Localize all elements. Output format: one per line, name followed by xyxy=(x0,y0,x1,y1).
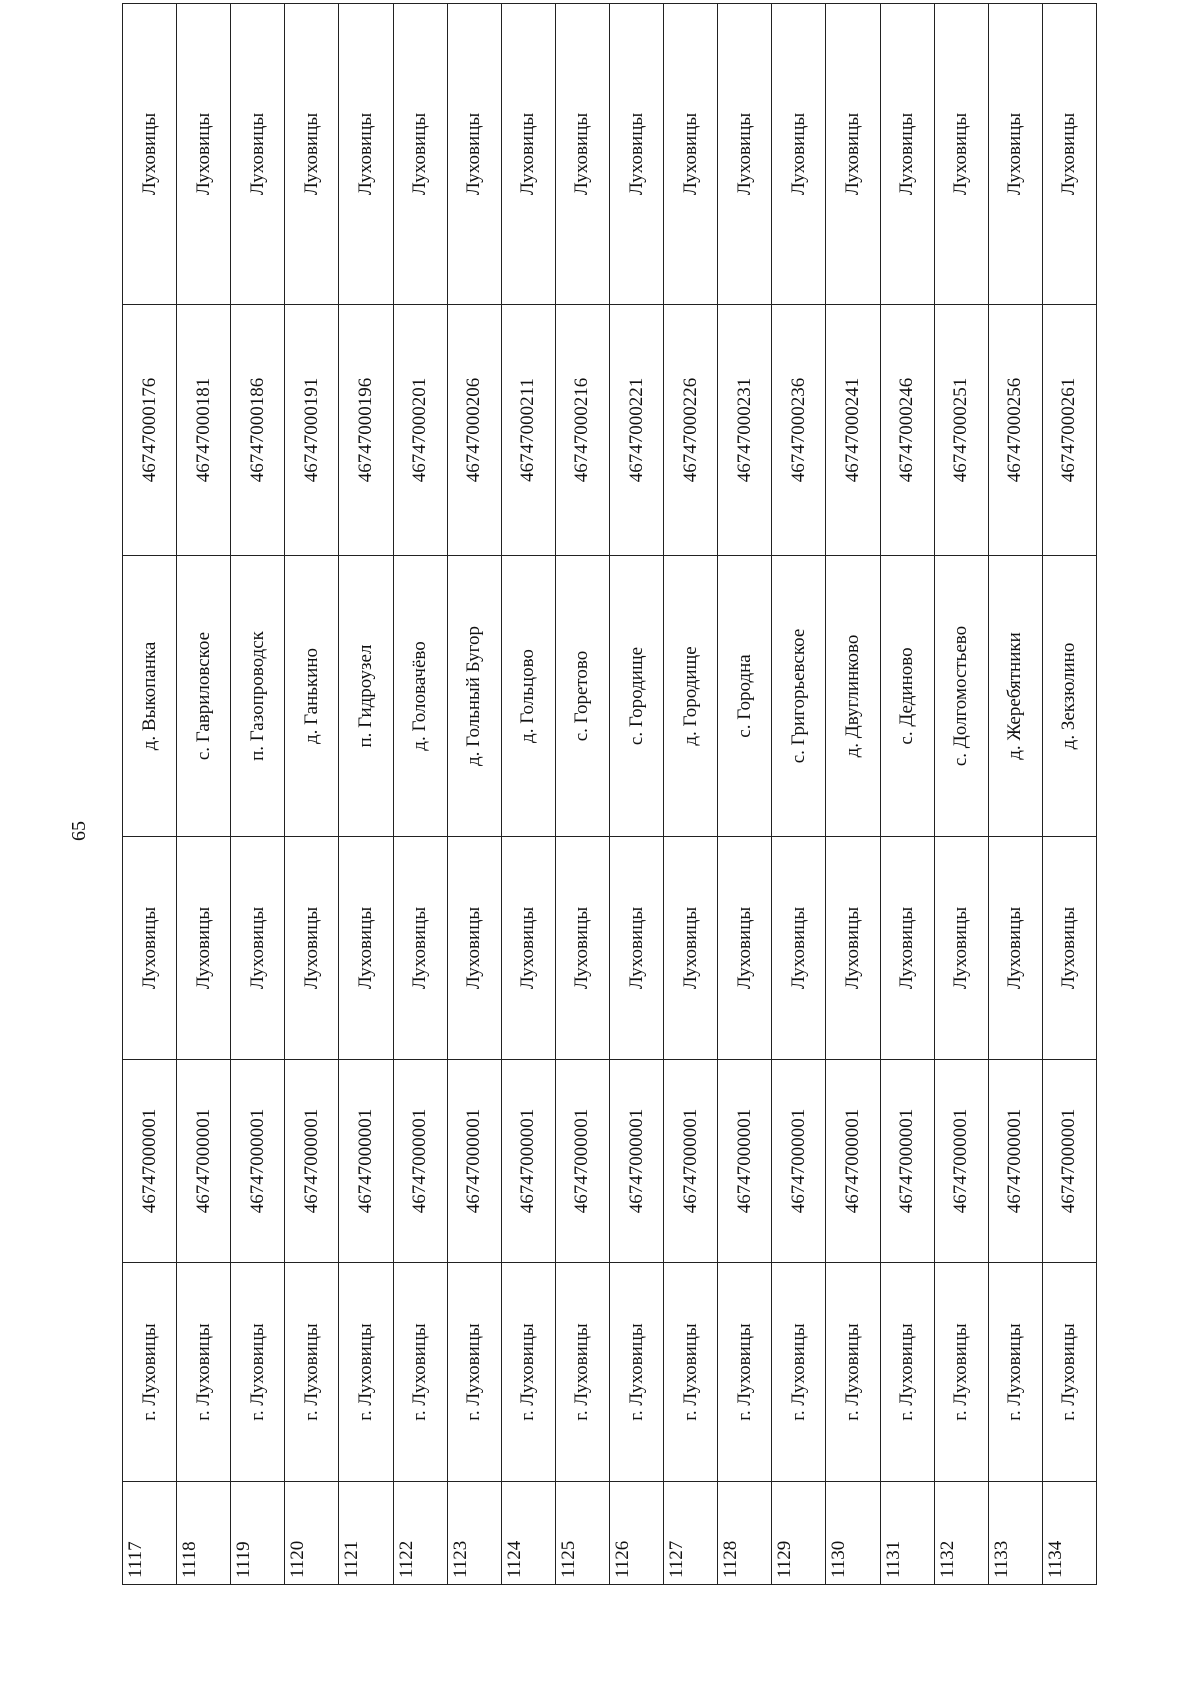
city-oktmo-cell: 46747000001 xyxy=(772,1060,826,1263)
table-row xyxy=(285,4,339,1585)
settlement-oktmo-cell: 46747000256 xyxy=(988,305,1042,556)
city-area-cell: Луховицы xyxy=(285,837,339,1060)
city-oktmo-cell: 46747000001 xyxy=(123,1060,177,1263)
row-number-cell: 1120 xyxy=(285,1482,339,1585)
settlement-cell: д. Головачёво xyxy=(393,556,447,837)
city-oktmo-cell: 46747000001 xyxy=(718,1060,772,1263)
row-number-cell: 1134 xyxy=(1042,1482,1096,1585)
settlement-oktmo-cell: 46747000216 xyxy=(555,305,609,556)
row-number-cell: 1128 xyxy=(718,1482,772,1585)
settlement-area-cell: Луховицы xyxy=(664,4,718,305)
row-number-cell: 1119 xyxy=(231,1482,285,1585)
row-number-cell: 1118 xyxy=(177,1482,231,1585)
city-area-cell: Луховицы xyxy=(988,837,1042,1060)
city-cell: г. Луховицы xyxy=(393,1263,447,1482)
table-row xyxy=(339,4,393,1585)
city-area-cell: Луховицы xyxy=(501,837,555,1060)
city-area-cell: Луховицы xyxy=(826,837,880,1060)
settlement-area-cell: Луховицы xyxy=(988,4,1042,305)
row-number-cell: 1131 xyxy=(880,1482,934,1585)
city-area-cell: Луховицы xyxy=(555,837,609,1060)
settlement-cell: с. Горетово xyxy=(555,556,609,837)
table-row xyxy=(826,4,880,1585)
page-number: 65 xyxy=(68,821,90,841)
city-cell: г. Луховицы xyxy=(718,1263,772,1482)
city-cell: г. Луховицы xyxy=(501,1263,555,1482)
table-row xyxy=(501,4,555,1585)
settlement-oktmo-cell: 46747000176 xyxy=(123,305,177,556)
settlement-area-cell: Луховицы xyxy=(447,4,501,305)
city-cell: г. Луховицы xyxy=(339,1263,393,1482)
settlement-cell: д. Гольцово xyxy=(501,556,555,837)
city-area-cell: Луховицы xyxy=(718,837,772,1060)
city-cell: г. Луховицы xyxy=(285,1263,339,1482)
settlement-oktmo-cell: 46747000226 xyxy=(664,305,718,556)
rotated-table-frame xyxy=(122,95,1097,1585)
settlement-oktmo-cell: 46747000186 xyxy=(231,305,285,556)
row-number-cell: 1130 xyxy=(826,1482,880,1585)
table-row xyxy=(664,4,718,1585)
settlement-oktmo-cell: 46747000201 xyxy=(393,305,447,556)
row-number-cell: 1117 xyxy=(123,1482,177,1585)
settlement-cell: п. Газопроводск xyxy=(231,556,285,837)
settlement-oktmo-cell: 46747000181 xyxy=(177,305,231,556)
settlement-cell: д. Зекзюлино xyxy=(1042,556,1096,837)
settlement-cell: д. Выкопанка xyxy=(123,556,177,837)
document-table-container xyxy=(122,95,1097,1585)
city-oktmo-cell: 46747000001 xyxy=(609,1060,663,1263)
city-oktmo-cell: 46747000001 xyxy=(231,1060,285,1263)
city-oktmo-cell: 46747000001 xyxy=(285,1060,339,1263)
city-cell: г. Луховицы xyxy=(555,1263,609,1482)
settlement-oktmo-cell: 46747000191 xyxy=(285,305,339,556)
city-oktmo-cell: 46747000001 xyxy=(934,1060,988,1263)
settlement-oktmo-cell: 46747000251 xyxy=(934,305,988,556)
table-row xyxy=(1042,4,1096,1585)
settlement-cell: д. Двуглинково xyxy=(826,556,880,837)
settlement-oktmo-cell: 46747000241 xyxy=(826,305,880,556)
city-oktmo-cell: 46747000001 xyxy=(447,1060,501,1263)
city-oktmo-cell: 46747000001 xyxy=(664,1060,718,1263)
row-number-cell: 1121 xyxy=(339,1482,393,1585)
table-row xyxy=(988,4,1042,1585)
city-area-cell: Луховицы xyxy=(447,837,501,1060)
settlement-area-cell: Луховицы xyxy=(393,4,447,305)
settlement-cell: д. Ганькино xyxy=(285,556,339,837)
row-number-cell: 1132 xyxy=(934,1482,988,1585)
city-cell: г. Луховицы xyxy=(880,1263,934,1482)
city-oktmo-cell: 46747000001 xyxy=(393,1060,447,1263)
row-number-cell: 1124 xyxy=(501,1482,555,1585)
settlement-area-cell: Луховицы xyxy=(772,4,826,305)
table-row xyxy=(555,4,609,1585)
settlement-cell: с. Городище xyxy=(609,556,663,837)
table-row xyxy=(718,4,772,1585)
settlement-oktmo-cell: 46747000211 xyxy=(501,305,555,556)
table-row xyxy=(393,4,447,1585)
city-oktmo-cell: 46747000001 xyxy=(988,1060,1042,1263)
table-row xyxy=(880,4,934,1585)
row-number-cell: 1133 xyxy=(988,1482,1042,1585)
city-oktmo-cell: 46747000001 xyxy=(826,1060,880,1263)
settlement-oktmo-cell: 46747000206 xyxy=(447,305,501,556)
settlement-area-cell: Луховицы xyxy=(231,4,285,305)
city-area-cell: Луховицы xyxy=(664,837,718,1060)
settlement-cell: с. Гавриловское xyxy=(177,556,231,837)
city-area-cell: Луховицы xyxy=(231,837,285,1060)
settlement-area-cell: Луховицы xyxy=(934,4,988,305)
row-number-cell: 1125 xyxy=(555,1482,609,1585)
settlement-area-cell: Луховицы xyxy=(609,4,663,305)
city-cell: г. Луховицы xyxy=(934,1263,988,1482)
city-oktmo-cell: 46747000001 xyxy=(339,1060,393,1263)
city-cell: г. Луховицы xyxy=(177,1263,231,1482)
table-row xyxy=(447,4,501,1585)
settlement-area-cell: Луховицы xyxy=(123,4,177,305)
settlements-table xyxy=(122,3,1097,1585)
settlement-cell: п. Гидроузел xyxy=(339,556,393,837)
row-number-cell: 1122 xyxy=(393,1482,447,1585)
settlement-cell: с. Долгомостьево xyxy=(934,556,988,837)
city-area-cell: Луховицы xyxy=(339,837,393,1060)
city-cell: г. Луховицы xyxy=(123,1263,177,1482)
city-oktmo-cell: 46747000001 xyxy=(177,1060,231,1263)
row-number-cell: 1129 xyxy=(772,1482,826,1585)
settlement-area-cell: Луховицы xyxy=(501,4,555,305)
city-area-cell: Луховицы xyxy=(1042,837,1096,1060)
settlement-oktmo-cell: 46747000236 xyxy=(772,305,826,556)
settlement-cell: д. Жеребятники xyxy=(988,556,1042,837)
city-cell: г. Луховицы xyxy=(988,1263,1042,1482)
settlement-area-cell: Луховицы xyxy=(1042,4,1096,305)
settlement-area-cell: Луховицы xyxy=(718,4,772,305)
city-cell: г. Луховицы xyxy=(1042,1263,1096,1482)
table-row xyxy=(934,4,988,1585)
settlement-area-cell: Луховицы xyxy=(555,4,609,305)
city-oktmo-cell: 46747000001 xyxy=(1042,1060,1096,1263)
city-area-cell: Луховицы xyxy=(123,837,177,1060)
row-number-cell: 1127 xyxy=(664,1482,718,1585)
row-number-cell: 1126 xyxy=(609,1482,663,1585)
settlement-cell: д. Гольный Бугор xyxy=(447,556,501,837)
city-oktmo-cell: 46747000001 xyxy=(880,1060,934,1263)
settlement-area-cell: Луховицы xyxy=(339,4,393,305)
settlement-oktmo-cell: 46747000196 xyxy=(339,305,393,556)
city-area-cell: Луховицы xyxy=(609,837,663,1060)
settlement-oktmo-cell: 46747000231 xyxy=(718,305,772,556)
city-oktmo-cell: 46747000001 xyxy=(555,1060,609,1263)
city-cell: г. Луховицы xyxy=(447,1263,501,1482)
city-area-cell: Луховицы xyxy=(934,837,988,1060)
settlement-oktmo-cell: 46747000246 xyxy=(880,305,934,556)
settlement-oktmo-cell: 46747000221 xyxy=(609,305,663,556)
settlement-area-cell: Луховицы xyxy=(826,4,880,305)
table-body xyxy=(123,4,1097,1585)
settlement-oktmo-cell: 46747000261 xyxy=(1042,305,1096,556)
city-oktmo-cell: 46747000001 xyxy=(501,1060,555,1263)
settlement-area-cell: Луховицы xyxy=(177,4,231,305)
table-row xyxy=(231,4,285,1585)
table-row xyxy=(123,4,177,1585)
table-row xyxy=(772,4,826,1585)
city-cell: г. Луховицы xyxy=(826,1263,880,1482)
settlement-cell: с. Григорьевское xyxy=(772,556,826,837)
city-area-cell: Луховицы xyxy=(880,837,934,1060)
table-row xyxy=(177,4,231,1585)
city-cell: г. Луховицы xyxy=(609,1263,663,1482)
table-row xyxy=(609,4,663,1585)
settlement-cell: с. Дединово xyxy=(880,556,934,837)
city-cell: г. Луховицы xyxy=(772,1263,826,1482)
row-number-cell: 1123 xyxy=(447,1482,501,1585)
settlement-area-cell: Луховицы xyxy=(285,4,339,305)
city-area-cell: Луховицы xyxy=(393,837,447,1060)
settlement-cell: д. Городище xyxy=(664,556,718,837)
city-cell: г. Луховицы xyxy=(664,1263,718,1482)
city-area-cell: Луховицы xyxy=(177,837,231,1060)
settlement-area-cell: Луховицы xyxy=(880,4,934,305)
settlement-cell: с. Городна xyxy=(718,556,772,837)
city-area-cell: Луховицы xyxy=(772,837,826,1060)
city-cell: г. Луховицы xyxy=(231,1263,285,1482)
